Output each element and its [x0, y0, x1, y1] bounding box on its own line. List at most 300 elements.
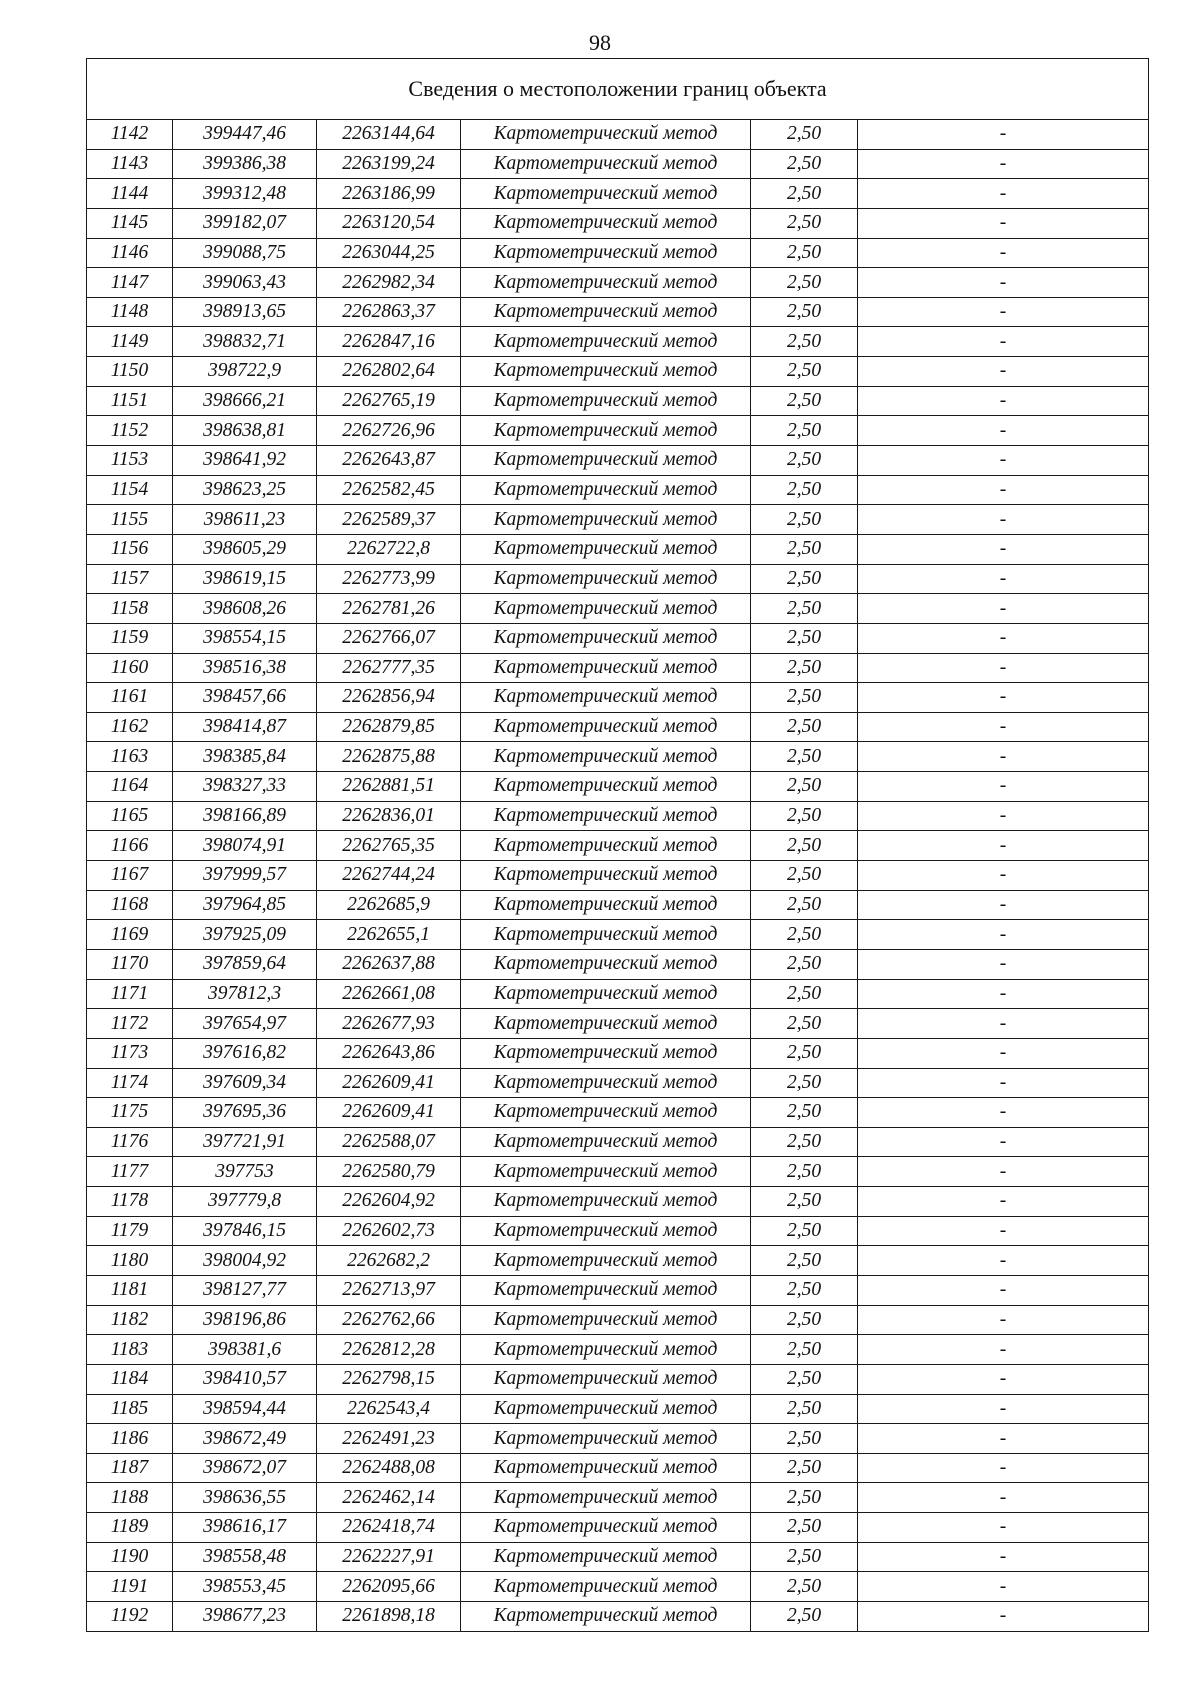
y-coordinate-cell: 2262713,97	[317, 1275, 461, 1305]
description-cell: -	[858, 179, 1149, 209]
method-cell: Картометрический метод	[461, 534, 751, 564]
description-cell: -	[858, 1602, 1149, 1632]
method-cell: Картометрический метод	[461, 653, 751, 683]
table-row	[87, 1572, 1149, 1602]
accuracy-cell: 2,50	[751, 268, 858, 298]
description-cell: -	[858, 920, 1149, 950]
point-number-cell: 1166	[87, 831, 173, 861]
point-number-cell: 1159	[87, 623, 173, 653]
x-coordinate-cell: 397846,15	[173, 1216, 317, 1246]
point-number-cell: 1160	[87, 653, 173, 683]
method-cell: Картометрический метод	[461, 1513, 751, 1543]
x-coordinate-cell: 398457,66	[173, 683, 317, 713]
description-cell: -	[858, 238, 1149, 268]
method-cell: Картометрический метод	[461, 297, 751, 327]
point-number-cell: 1154	[87, 475, 173, 505]
table-row	[87, 712, 1149, 742]
y-coordinate-cell: 2262637,88	[317, 949, 461, 979]
method-cell: Картометрический метод	[461, 1275, 751, 1305]
method-cell: Картометрический метод	[461, 179, 751, 209]
description-cell: -	[858, 949, 1149, 979]
point-number-cell: 1155	[87, 505, 173, 535]
y-coordinate-cell: 2262875,88	[317, 742, 461, 772]
x-coordinate-cell: 398641,92	[173, 446, 317, 476]
x-coordinate-cell: 398166,89	[173, 801, 317, 831]
description-cell: -	[858, 1513, 1149, 1543]
accuracy-cell: 2,50	[751, 1098, 858, 1128]
method-cell: Картометрический метод	[461, 949, 751, 979]
description-cell: -	[858, 1572, 1149, 1602]
accuracy-cell: 2,50	[751, 594, 858, 624]
y-coordinate-cell: 2262726,96	[317, 416, 461, 446]
method-cell: Картометрический метод	[461, 1483, 751, 1513]
x-coordinate-cell: 397654,97	[173, 1009, 317, 1039]
accuracy-cell: 2,50	[751, 1513, 858, 1543]
y-coordinate-cell: 2262722,8	[317, 534, 461, 564]
method-cell: Картометрический метод	[461, 801, 751, 831]
description-cell: -	[858, 890, 1149, 920]
accuracy-cell: 2,50	[751, 208, 858, 238]
method-cell: Картометрический метод	[461, 1602, 751, 1632]
method-cell: Картометрический метод	[461, 1009, 751, 1039]
table-row	[87, 831, 1149, 861]
table-row	[87, 1246, 1149, 1276]
x-coordinate-cell: 398672,07	[173, 1453, 317, 1483]
description-cell: -	[858, 712, 1149, 742]
table-row	[87, 594, 1149, 624]
accuracy-cell: 2,50	[751, 149, 858, 179]
table-row	[87, 1305, 1149, 1335]
y-coordinate-cell: 2262766,07	[317, 623, 461, 653]
x-coordinate-cell: 397609,34	[173, 1068, 317, 1098]
method-cell: Картометрический метод	[461, 446, 751, 476]
description-cell: -	[858, 446, 1149, 476]
table-row	[87, 1127, 1149, 1157]
x-coordinate-cell: 398553,45	[173, 1572, 317, 1602]
point-number-cell: 1173	[87, 1038, 173, 1068]
y-coordinate-cell: 2263199,24	[317, 149, 461, 179]
method-cell: Картометрический метод	[461, 120, 751, 150]
accuracy-cell: 2,50	[751, 831, 858, 861]
table-row	[87, 1068, 1149, 1098]
table-row	[87, 742, 1149, 772]
accuracy-cell: 2,50	[751, 1157, 858, 1187]
point-number-cell: 1169	[87, 920, 173, 950]
y-coordinate-cell: 2263044,25	[317, 238, 461, 268]
table-row	[87, 149, 1149, 179]
point-number-cell: 1184	[87, 1364, 173, 1394]
accuracy-cell: 2,50	[751, 1453, 858, 1483]
method-cell: Картометрический метод	[461, 475, 751, 505]
method-cell: Картометрический метод	[461, 1216, 751, 1246]
description-cell: -	[858, 357, 1149, 387]
y-coordinate-cell: 2262781,26	[317, 594, 461, 624]
method-cell: Картометрический метод	[461, 1068, 751, 1098]
y-coordinate-cell: 2262881,51	[317, 772, 461, 802]
x-coordinate-cell: 398638,81	[173, 416, 317, 446]
table-row	[87, 1542, 1149, 1572]
method-cell: Картометрический метод	[461, 238, 751, 268]
accuracy-cell: 2,50	[751, 1038, 858, 1068]
table-row	[87, 683, 1149, 713]
description-cell: -	[858, 1157, 1149, 1187]
table-row	[87, 1364, 1149, 1394]
y-coordinate-cell: 2262777,35	[317, 653, 461, 683]
y-coordinate-cell: 2262227,91	[317, 1542, 461, 1572]
x-coordinate-cell: 398611,23	[173, 505, 317, 535]
table-row	[87, 890, 1149, 920]
y-coordinate-cell: 2262543,4	[317, 1394, 461, 1424]
x-coordinate-cell: 398623,25	[173, 475, 317, 505]
accuracy-cell: 2,50	[751, 1068, 858, 1098]
method-cell: Картометрический метод	[461, 1187, 751, 1217]
method-cell: Картометрический метод	[461, 890, 751, 920]
method-cell: Картометрический метод	[461, 149, 751, 179]
method-cell: Картометрический метод	[461, 712, 751, 742]
accuracy-cell: 2,50	[751, 446, 858, 476]
table-row	[87, 386, 1149, 416]
table-row	[87, 238, 1149, 268]
point-number-cell: 1162	[87, 712, 173, 742]
y-coordinate-cell: 2262762,66	[317, 1305, 461, 1335]
point-number-cell: 1176	[87, 1127, 173, 1157]
point-number-cell: 1144	[87, 179, 173, 209]
method-cell: Картометрический метод	[461, 208, 751, 238]
y-coordinate-cell: 2262802,64	[317, 357, 461, 387]
accuracy-cell: 2,50	[751, 653, 858, 683]
point-number-cell: 1149	[87, 327, 173, 357]
method-cell: Картометрический метод	[461, 1246, 751, 1276]
point-number-cell: 1191	[87, 1572, 173, 1602]
description-cell: -	[858, 208, 1149, 238]
point-number-cell: 1187	[87, 1453, 173, 1483]
table-row	[87, 446, 1149, 476]
accuracy-cell: 2,50	[751, 179, 858, 209]
y-coordinate-cell: 2262982,34	[317, 268, 461, 298]
point-number-cell: 1170	[87, 949, 173, 979]
accuracy-cell: 2,50	[751, 1483, 858, 1513]
x-coordinate-cell: 397753	[173, 1157, 317, 1187]
x-coordinate-cell: 398558,48	[173, 1542, 317, 1572]
accuracy-cell: 2,50	[751, 386, 858, 416]
method-cell: Картометрический метод	[461, 772, 751, 802]
table-row	[87, 268, 1149, 298]
accuracy-cell: 2,50	[751, 623, 858, 653]
table-row	[87, 949, 1149, 979]
point-number-cell: 1163	[87, 742, 173, 772]
point-number-cell: 1153	[87, 446, 173, 476]
table-row	[87, 564, 1149, 594]
accuracy-cell: 2,50	[751, 564, 858, 594]
table-row	[87, 327, 1149, 357]
y-coordinate-cell: 2263120,54	[317, 208, 461, 238]
accuracy-cell: 2,50	[751, 238, 858, 268]
table-title: Сведения о местоположении границ объекта	[87, 59, 1149, 120]
x-coordinate-cell: 398196,86	[173, 1305, 317, 1335]
x-coordinate-cell: 399088,75	[173, 238, 317, 268]
method-cell: Картометрический метод	[461, 861, 751, 891]
y-coordinate-cell: 2262847,16	[317, 327, 461, 357]
accuracy-cell: 2,50	[751, 1246, 858, 1276]
description-cell: -	[858, 1038, 1149, 1068]
description-cell: -	[858, 1364, 1149, 1394]
point-number-cell: 1157	[87, 564, 173, 594]
y-coordinate-cell: 2262661,08	[317, 979, 461, 1009]
table-row	[87, 1275, 1149, 1305]
y-coordinate-cell: 2262602,73	[317, 1216, 461, 1246]
description-cell: -	[858, 1009, 1149, 1039]
description-cell: -	[858, 1305, 1149, 1335]
table-row	[87, 920, 1149, 950]
description-cell: -	[858, 1483, 1149, 1513]
x-coordinate-cell: 397999,57	[173, 861, 317, 891]
table-row	[87, 120, 1149, 150]
point-number-cell: 1158	[87, 594, 173, 624]
point-number-cell: 1178	[87, 1187, 173, 1217]
x-coordinate-cell: 399386,38	[173, 149, 317, 179]
accuracy-cell: 2,50	[751, 949, 858, 979]
description-cell: -	[858, 1394, 1149, 1424]
method-cell: Картометрический метод	[461, 920, 751, 950]
table-row	[87, 1424, 1149, 1454]
x-coordinate-cell: 397695,36	[173, 1098, 317, 1128]
description-cell: -	[858, 386, 1149, 416]
accuracy-cell: 2,50	[751, 1424, 858, 1454]
x-coordinate-cell: 398385,84	[173, 742, 317, 772]
table-row	[87, 1602, 1149, 1632]
table-row	[87, 1187, 1149, 1217]
point-number-cell: 1188	[87, 1483, 173, 1513]
accuracy-cell: 2,50	[751, 801, 858, 831]
y-coordinate-cell: 2262773,99	[317, 564, 461, 594]
description-cell: -	[858, 120, 1149, 150]
method-cell: Картометрический метод	[461, 623, 751, 653]
point-number-cell: 1183	[87, 1335, 173, 1365]
description-cell: -	[858, 653, 1149, 683]
point-number-cell: 1152	[87, 416, 173, 446]
table-row	[87, 357, 1149, 387]
point-number-cell: 1181	[87, 1275, 173, 1305]
accuracy-cell: 2,50	[751, 357, 858, 387]
x-coordinate-cell: 398410,57	[173, 1364, 317, 1394]
x-coordinate-cell: 398074,91	[173, 831, 317, 861]
description-cell: -	[858, 979, 1149, 1009]
point-number-cell: 1147	[87, 268, 173, 298]
boundary-coordinates-table	[86, 58, 1149, 1632]
x-coordinate-cell: 398913,65	[173, 297, 317, 327]
x-coordinate-cell: 398414,87	[173, 712, 317, 742]
x-coordinate-cell: 399312,48	[173, 179, 317, 209]
point-number-cell: 1172	[87, 1009, 173, 1039]
description-cell: -	[858, 1068, 1149, 1098]
method-cell: Картометрический метод	[461, 564, 751, 594]
point-number-cell: 1168	[87, 890, 173, 920]
point-number-cell: 1182	[87, 1305, 173, 1335]
y-coordinate-cell: 2262491,23	[317, 1424, 461, 1454]
table-row	[87, 475, 1149, 505]
accuracy-cell: 2,50	[751, 416, 858, 446]
accuracy-cell: 2,50	[751, 1127, 858, 1157]
x-coordinate-cell: 397616,82	[173, 1038, 317, 1068]
accuracy-cell: 2,50	[751, 861, 858, 891]
description-cell: -	[858, 801, 1149, 831]
table-row	[87, 297, 1149, 327]
y-coordinate-cell: 2262643,87	[317, 446, 461, 476]
method-cell: Картометрический метод	[461, 1453, 751, 1483]
table-row	[87, 623, 1149, 653]
x-coordinate-cell: 398636,55	[173, 1483, 317, 1513]
y-coordinate-cell: 2262836,01	[317, 801, 461, 831]
method-cell: Картометрический метод	[461, 1572, 751, 1602]
y-coordinate-cell: 2262488,08	[317, 1453, 461, 1483]
accuracy-cell: 2,50	[751, 297, 858, 327]
x-coordinate-cell: 398554,15	[173, 623, 317, 653]
point-number-cell: 1171	[87, 979, 173, 1009]
accuracy-cell: 2,50	[751, 1335, 858, 1365]
y-coordinate-cell: 2262580,79	[317, 1157, 461, 1187]
accuracy-cell: 2,50	[751, 1009, 858, 1039]
description-cell: -	[858, 1453, 1149, 1483]
method-cell: Картометрический метод	[461, 416, 751, 446]
y-coordinate-cell: 2262462,14	[317, 1483, 461, 1513]
accuracy-cell: 2,50	[751, 920, 858, 950]
y-coordinate-cell: 2262589,37	[317, 505, 461, 535]
x-coordinate-cell: 398722,9	[173, 357, 317, 387]
point-number-cell: 1175	[87, 1098, 173, 1128]
y-coordinate-cell: 2262798,15	[317, 1364, 461, 1394]
y-coordinate-cell: 2262604,92	[317, 1187, 461, 1217]
table-row	[87, 208, 1149, 238]
table-row	[87, 801, 1149, 831]
accuracy-cell: 2,50	[751, 1394, 858, 1424]
description-cell: -	[858, 1275, 1149, 1305]
description-cell: -	[858, 1542, 1149, 1572]
description-cell: -	[858, 268, 1149, 298]
description-cell: -	[858, 416, 1149, 446]
table-row	[87, 1394, 1149, 1424]
accuracy-cell: 2,50	[751, 890, 858, 920]
accuracy-cell: 2,50	[751, 1187, 858, 1217]
accuracy-cell: 2,50	[751, 1602, 858, 1632]
x-coordinate-cell: 398672,49	[173, 1424, 317, 1454]
method-cell: Картометрический метод	[461, 1364, 751, 1394]
x-coordinate-cell: 399063,43	[173, 268, 317, 298]
method-cell: Картометрический метод	[461, 505, 751, 535]
accuracy-cell: 2,50	[751, 772, 858, 802]
table-title-row	[87, 59, 1149, 120]
accuracy-cell: 2,50	[751, 742, 858, 772]
method-cell: Картометрический метод	[461, 1394, 751, 1424]
accuracy-cell: 2,50	[751, 1572, 858, 1602]
y-coordinate-cell: 2262677,93	[317, 1009, 461, 1039]
x-coordinate-cell: 397721,91	[173, 1127, 317, 1157]
description-cell: -	[858, 1098, 1149, 1128]
x-coordinate-cell: 398605,29	[173, 534, 317, 564]
y-coordinate-cell: 2262765,19	[317, 386, 461, 416]
method-cell: Картометрический метод	[461, 683, 751, 713]
point-number-cell: 1150	[87, 357, 173, 387]
x-coordinate-cell: 398327,33	[173, 772, 317, 802]
description-cell: -	[858, 297, 1149, 327]
method-cell: Картометрический метод	[461, 1157, 751, 1187]
point-number-cell: 1190	[87, 1542, 173, 1572]
point-number-cell: 1192	[87, 1602, 173, 1632]
y-coordinate-cell: 2262685,9	[317, 890, 461, 920]
y-coordinate-cell: 2261898,18	[317, 1602, 461, 1632]
x-coordinate-cell: 397859,64	[173, 949, 317, 979]
description-cell: -	[858, 772, 1149, 802]
description-cell: -	[858, 149, 1149, 179]
description-cell: -	[858, 564, 1149, 594]
table-row	[87, 861, 1149, 891]
accuracy-cell: 2,50	[751, 505, 858, 535]
x-coordinate-cell: 398004,92	[173, 1246, 317, 1276]
point-number-cell: 1189	[87, 1513, 173, 1543]
accuracy-cell: 2,50	[751, 1542, 858, 1572]
method-cell: Картометрический метод	[461, 1424, 751, 1454]
method-cell: Картометрический метод	[461, 594, 751, 624]
y-coordinate-cell: 2263144,64	[317, 120, 461, 150]
table-row	[87, 979, 1149, 1009]
point-number-cell: 1156	[87, 534, 173, 564]
method-cell: Картометрический метод	[461, 1127, 751, 1157]
x-coordinate-cell: 399447,46	[173, 120, 317, 150]
method-cell: Картометрический метод	[461, 1335, 751, 1365]
point-number-cell: 1164	[87, 772, 173, 802]
x-coordinate-cell: 398594,44	[173, 1394, 317, 1424]
y-coordinate-cell: 2263186,99	[317, 179, 461, 209]
description-cell: -	[858, 1335, 1149, 1365]
x-coordinate-cell: 397812,3	[173, 979, 317, 1009]
accuracy-cell: 2,50	[751, 1305, 858, 1335]
x-coordinate-cell: 398677,23	[173, 1602, 317, 1632]
table-row	[87, 1157, 1149, 1187]
y-coordinate-cell: 2262418,74	[317, 1513, 461, 1543]
accuracy-cell: 2,50	[751, 1216, 858, 1246]
y-coordinate-cell: 2262655,1	[317, 920, 461, 950]
y-coordinate-cell: 2262863,37	[317, 297, 461, 327]
point-number-cell: 1151	[87, 386, 173, 416]
point-number-cell: 1186	[87, 1424, 173, 1454]
description-cell: -	[858, 623, 1149, 653]
point-number-cell: 1148	[87, 297, 173, 327]
y-coordinate-cell: 2262588,07	[317, 1127, 461, 1157]
y-coordinate-cell: 2262765,35	[317, 831, 461, 861]
point-number-cell: 1145	[87, 208, 173, 238]
point-number-cell: 1143	[87, 149, 173, 179]
table-row	[87, 1453, 1149, 1483]
table-row	[87, 1483, 1149, 1513]
method-cell: Картометрический метод	[461, 386, 751, 416]
table-row	[87, 1513, 1149, 1543]
table-row	[87, 1038, 1149, 1068]
point-number-cell: 1161	[87, 683, 173, 713]
accuracy-cell: 2,50	[751, 327, 858, 357]
accuracy-cell: 2,50	[751, 979, 858, 1009]
description-cell: -	[858, 831, 1149, 861]
accuracy-cell: 2,50	[751, 475, 858, 505]
y-coordinate-cell: 2262582,45	[317, 475, 461, 505]
method-cell: Картометрический метод	[461, 357, 751, 387]
x-coordinate-cell: 398381,6	[173, 1335, 317, 1365]
table-row	[87, 1216, 1149, 1246]
point-number-cell: 1165	[87, 801, 173, 831]
description-cell: -	[858, 1187, 1149, 1217]
accuracy-cell: 2,50	[751, 1364, 858, 1394]
method-cell: Картометрический метод	[461, 1542, 751, 1572]
description-cell: -	[858, 594, 1149, 624]
page-number: 98	[589, 30, 611, 55]
